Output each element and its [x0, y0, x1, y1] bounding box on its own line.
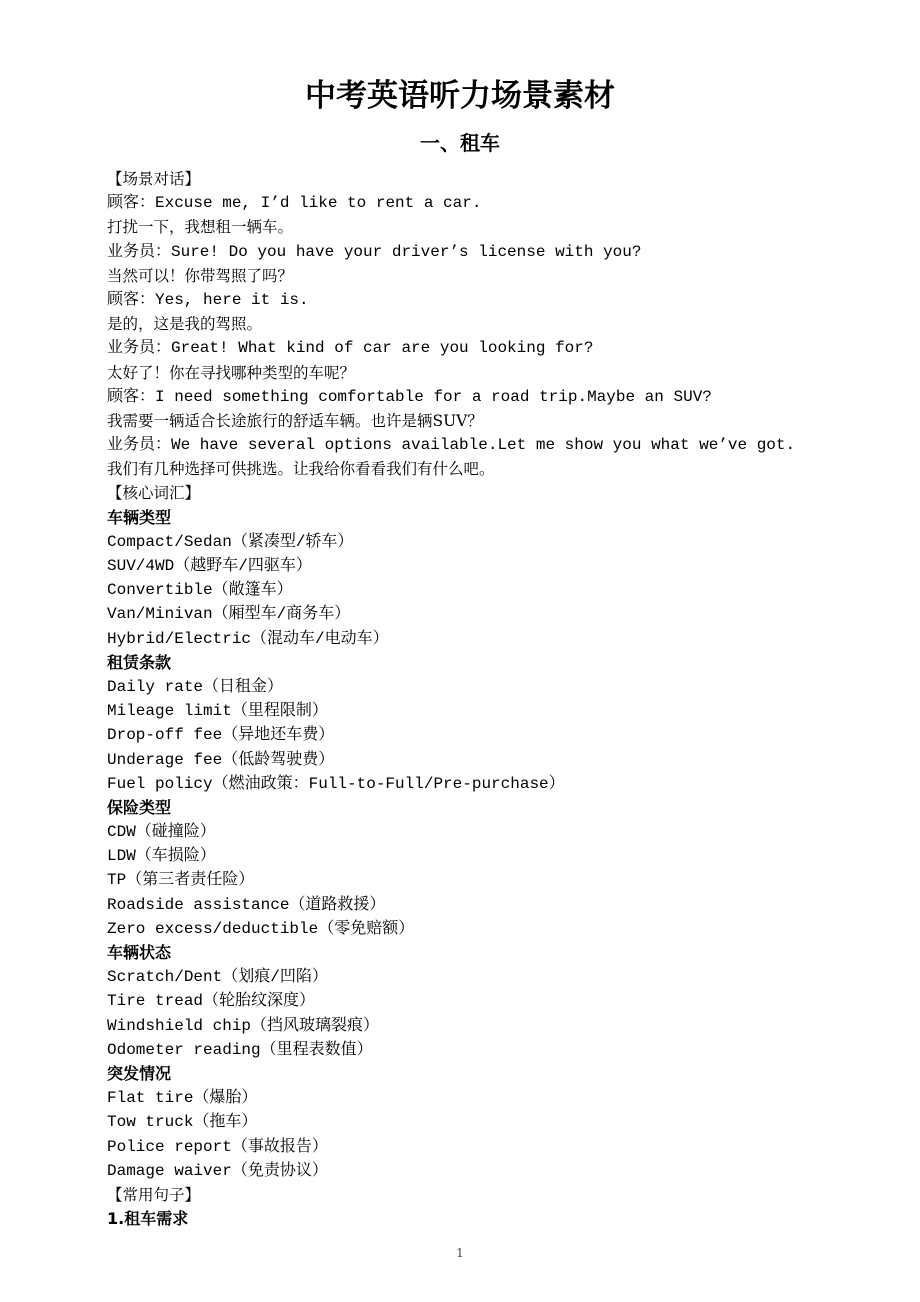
sentences-heading: 【常用句子】 [107, 1185, 201, 1204]
vocab-item: Underage fee（低龄驾驶费） [107, 750, 335, 769]
vocab-item: Mileage limit（里程限制） [107, 702, 328, 721]
vocab-item: Compact/Sedan（紧凑型/轿车） [107, 532, 354, 551]
vocab-group-title: 租赁条款 [107, 652, 172, 672]
vocab-item: CDW（碰撞险） [107, 823, 216, 842]
vocab-item: Drop-off fee（异地还车费） [107, 726, 335, 745]
vocab-item: Van/Minivan（厢型车/商务车） [107, 605, 351, 624]
dialogue-line: 我需要一辆适合长途旅行的舒适车辆。也许是辆SUV？ [107, 411, 483, 430]
vocab-item: Zero excess/deductible（零免赔额） [107, 919, 415, 938]
dialogue-line: 顾客：I need something comfortable for a road trip.Maybe an SUV? [107, 387, 712, 406]
vocab-item: Roadside assistance（道路救援） [107, 895, 386, 914]
vocab-item: Convertible（敞篷车） [107, 581, 293, 600]
sentences-section-title: 1.租车需求 [107, 1209, 189, 1229]
dialogue-line: 顾客：Excuse me, I’d like to rent a car. [107, 194, 482, 213]
vocab-item: SUV/4WD（越野车/四驱车） [107, 557, 312, 575]
dialogue-line: 太好了！你在寻找哪种类型的车呢？ [107, 363, 356, 382]
vocab-item: Fuel policy（燃油政策：Full-to-Full/Pre-purchase） [107, 774, 565, 793]
document-body [107, 167, 887, 1231]
dialogue-line: 是的，这是我的驾照。 [107, 315, 263, 334]
dialogue-line: 当然可以！你带驾照了吗？ [107, 266, 294, 285]
vocab-item: Damage waiver（免责协议） [107, 1161, 328, 1180]
dialogue-line: 打扰一下，我想租一辆车。 [107, 218, 294, 237]
dialogue-lines [107, 191, 887, 481]
vocabulary-heading: 【核心词汇】 [107, 484, 201, 503]
vocab-group-title: 车辆状态 [107, 943, 172, 962]
dialogue-heading: 【场景对话】 [107, 170, 201, 188]
vocab-item: Odometer reading（里程表数值） [107, 1040, 373, 1059]
vocab-group-title: 突发情况 [107, 1063, 172, 1083]
dialogue-line: 业务员：We have several options available.Let me show you what we’ve got. [107, 436, 796, 455]
vocab-item: Police report（事故报告） [107, 1137, 328, 1156]
vocab-item: Hybrid/Electric（混动车/电动车） [107, 629, 389, 648]
vocab-item: Scratch/Dent（划痕/凹陷） [107, 968, 328, 987]
dialogue-line: 业务员：Great! What kind of car are you looking for? [107, 339, 594, 358]
section-title: 一、租车 [420, 131, 500, 155]
vocab-item: Flat tire（爆胎） [107, 1089, 258, 1108]
vocab-item: Windshield chip（挡风玻璃裂痕） [107, 1016, 380, 1035]
vocab-item: Daily rate（日租金） [107, 677, 284, 696]
vocab-group-title: 保险类型 [107, 797, 172, 817]
dialogue-line: 顾客：Yes, here it is. [107, 290, 309, 309]
vocab-item: TP（第三者责任险） [107, 871, 255, 890]
page-number: 1 [456, 1246, 464, 1260]
dialogue-line: 业务员：Sure! Do you have your driver’s license with you? [107, 242, 642, 261]
vocab-item: Tow truck（拖车） [107, 1113, 258, 1132]
vocab-group-title: 车辆类型 [107, 507, 172, 527]
vocab-item: LDW（车损险） [107, 847, 216, 866]
document-title: 中考英语听力场景素材 [305, 78, 615, 114]
dialogue-line: 我们有几种选择可供挑选。让我给你看看我们有什么吧。 [107, 460, 495, 479]
vocab-item: Tire tread（轮胎纹深度） [107, 992, 316, 1011]
